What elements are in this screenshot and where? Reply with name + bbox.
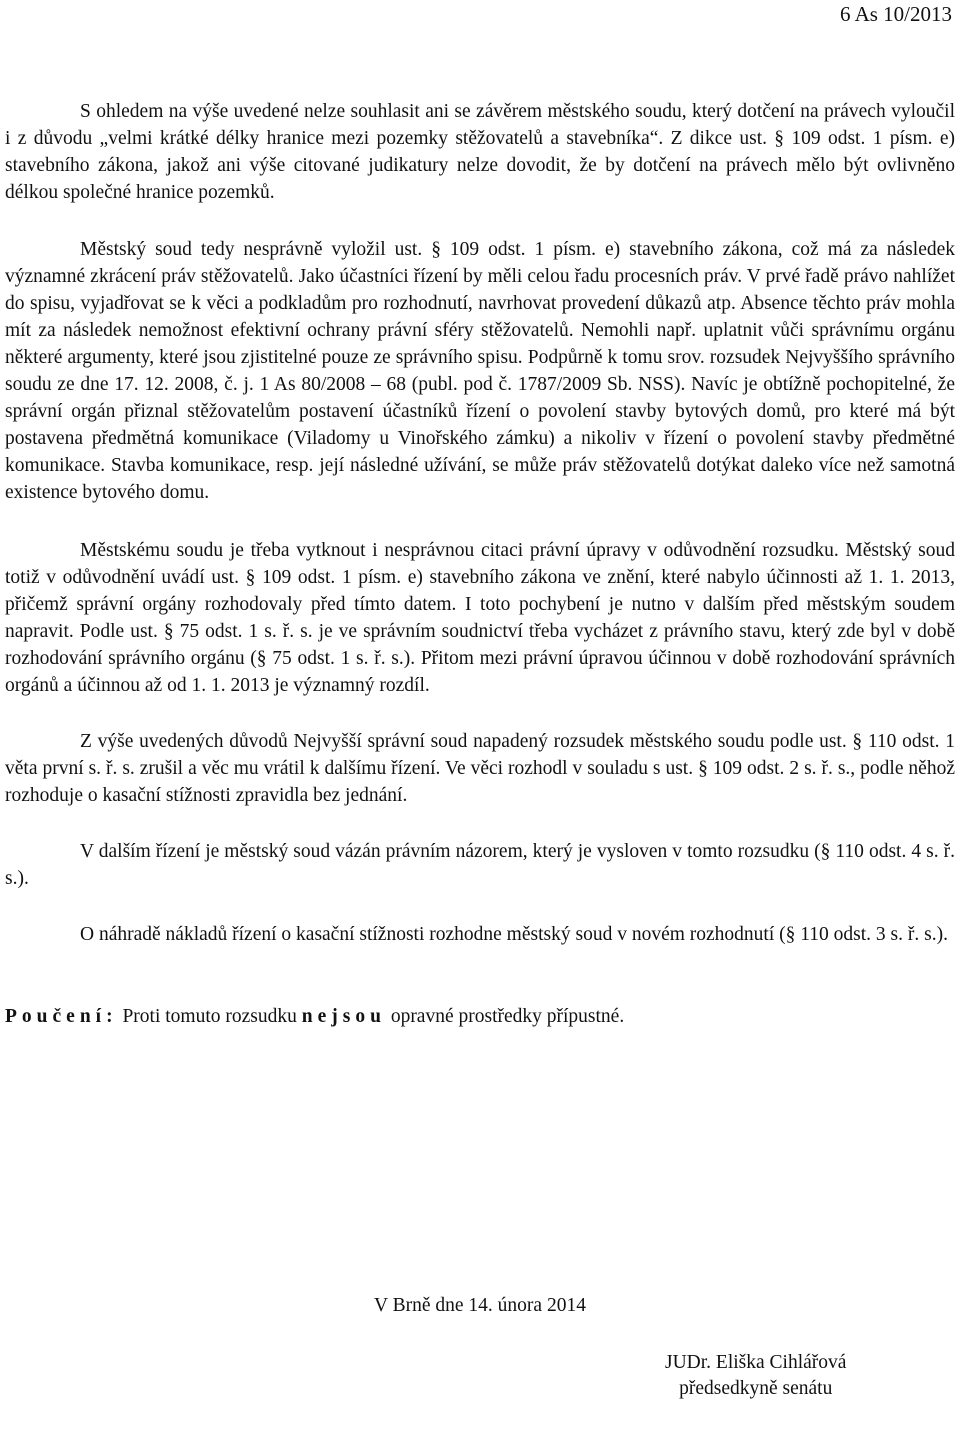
paragraph-2: Městský soud tedy nesprávně vyložil ust. § 109 odst. 1 písm. e) stavebního zákona, což má za následek významné zkrácení práv stěžovatelů. Jako účastníci řízení by měli celou řadu procesních práv. V prvé řadě právo nahlížet do spisu, vyjadřovat se k věci a podkladům pro rozhodnutí, navrhovat provedení důkazů atp. Absence těchto práv mohla mít za následek nemožnost efektivní ochrany právní sféry stěžovatelů. Nemohli např. uplatnit vůči správnímu orgánu některé argumenty, které jsou zjistitelné pouze ze správního spisu. Podpůrně k tomu srov. rozsudek Nejvyššího správního soudu ze dne 17. 12. 2008, č. j. 1 As 80/2008 – 68 (publ. pod č. 1787/2009 Sb. NSS). Navíc je obtížně pochopitelné, že správní orgán přiznal stěžovatelům postavení účastníků řízení o povolení stavby bytových domů, pro které má být postavena předmětná komunikace (Viladomy u Vinořského zámku) a nikoliv v řízení o povolení stavby předmětné komunikace. Stavba komunikace, resp. její následné užívání, se může práv stěžovatelů dotýkat daleko více než samotná existence bytového domu. [5,239,955,503]
instruction-emphasis: nejsou [301,1006,386,1027]
instruction-line [5,1003,955,1030]
document-body [5,98,955,1030]
paragraph-1: S ohledem na výše uvedené nelze souhlasit ani se závěrem městského soudu, který dotčení na právech vyloučil i z důvodu „velmi krátké délky hranice mezi pozemky stěžovatelů a stavebníka“. Z dikce ust. § 109 odst. 1 písm. e) stavebního zákona, jakož ani výše citované judikatury nelze dovodit, že by dotčení na právech mělo být ovlivněno délkou společné hranice pozemků. [5,101,955,203]
signature-role: předsedkyně senátu [679,1378,833,1399]
paragraph-6: O náhradě nákladů řízení o kasační stížnosti rozhodne městský soud v novém rozhodnutí (§ 110 odst. 3 s. ř. s.). [80,924,948,945]
instruction-label: Poučení: [5,1006,118,1027]
paragraph-5: V dalším řízení je městský soud vázán právním názorem, který je vysloven v tomto rozsudku (§ 110 odst. 4 s. ř. s.). [5,841,955,889]
instruction-text-after: opravné prostředky přípustné. [390,1006,625,1027]
signature-name: JUDr. Eliška Cihlářová [665,1352,847,1373]
paragraph-4: Z výše uvedených důvodů Nejvyšší správní soud napadený rozsudek městského soudu podle ust. § 110 odst. 1 věta první s. ř. s. zrušil a věc mu vrátil k dalšímu řízení. Ve věci rozhodl v souladu s ust. § 109 odst. 2 s. ř. s., podle něhož rozhoduje o kasační stížnosti zpravidla bez jednání. [5,731,955,806]
instruction-text-before: Proti tomuto rozsudku [122,1006,297,1027]
signature-block [665,1350,846,1402]
paragraph-3: Městskému soudu je třeba vytknout i nesprávnou citaci právní úpravy v odůvodnění rozsudku. Městský soud totiž v odůvodnění uvádí ust. § 109 odst. 1 písm. e) stavebního zákona ve znění, které nabylo účinnosti až 1. 1. 2013, přičemž správní orgány rozhodovaly před tímto datem. I toto pochybení je nutno v dalším před městským soudem napravit. Podle ust. § 75 odst. 1 s. ř. s. je ve správním soudnictví třeba vycházet z právního stavu, který zde byl v době rozhodování správního orgánu (§ 75 odst. 1 s. ř. s.). Přitom mezi právní úpravou účinnou v době rozhodování správních orgánů a účinnou až od 1. 1. 2013 je významný rozdíl. [5,540,955,696]
date-line: V Brně dne 14. února 2014 [374,1295,586,1316]
page-number: 6 As 10/2013 [839,2,952,26]
